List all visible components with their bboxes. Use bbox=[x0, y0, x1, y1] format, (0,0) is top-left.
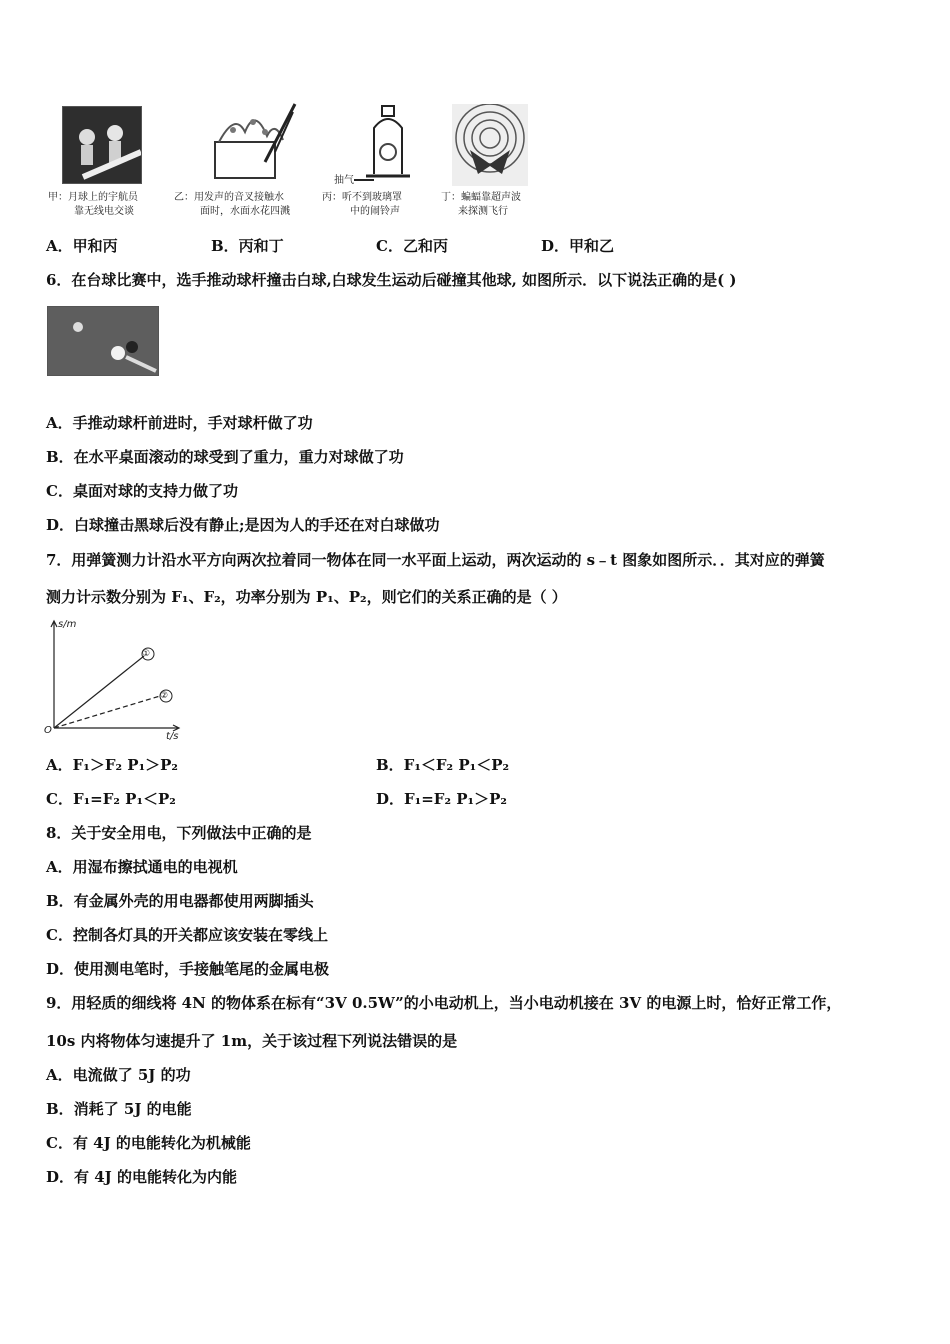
q8-option-d[interactable]: D．使用测电笔时，手接触笔尾的金属电极 bbox=[46, 960, 330, 978]
label-pump-air: 抽气 bbox=[334, 175, 354, 186]
q8-option-c[interactable]: C．控制各灯具的开关都应该安装在零线上 bbox=[46, 926, 328, 944]
figure-bat bbox=[452, 104, 528, 186]
q9-option-d[interactable]: D．有 4J 的电能转化为内能 bbox=[46, 1168, 237, 1186]
graph-line1-label: ① bbox=[142, 649, 151, 659]
q7-stem-line2: 测力计示数分别为 F₁、F₂，功率分别为 P₁、P₂，则它们的关系正确的是（ ） bbox=[46, 588, 567, 606]
figure-tuning-fork bbox=[205, 102, 297, 184]
graph-origin: O bbox=[44, 725, 52, 736]
q8-stem: 8．关于安全用电，下列做法中正确的是 bbox=[46, 824, 312, 842]
q7-stem-line1: 7．用弹簧测力计沿水平方向两次拉着同一物体在同一水平面上运动，两次运动的 s﹣t 图象如图所示．．其对应的弹簧 bbox=[46, 551, 825, 569]
q5-option-d[interactable]: D．甲和乙 bbox=[541, 237, 615, 255]
caption-ding-2: 来探测飞行 bbox=[458, 206, 508, 217]
q9-option-c[interactable]: C．有 4J 的电能转化为机械能 bbox=[46, 1134, 251, 1152]
q6-option-a[interactable]: A．手推动球杆前进时，手对球杆做了功 bbox=[46, 414, 313, 432]
figure-bell-jar bbox=[352, 104, 424, 186]
astronauts-image bbox=[63, 107, 141, 183]
graph-x-label: t/s bbox=[166, 731, 179, 742]
q7-option-c[interactable]: C．F₁=F₂ P₁＜P₂ bbox=[46, 790, 176, 808]
figure-billiards bbox=[47, 306, 159, 376]
graph-line2-label: ② bbox=[160, 691, 169, 701]
line-1 bbox=[54, 656, 144, 728]
tuning-fork-image bbox=[205, 102, 297, 184]
q9-stem-line1: 9．用轻质的细线将 4N 的物体系在标有“3V 0.5W”的小电动机上，当小电动机接在 3V 的电源上时，恰好正常工作， bbox=[46, 994, 842, 1012]
q6-option-b[interactable]: B．在水平桌面滚动的球受到了重力，重力对球做了功 bbox=[46, 448, 404, 466]
caption-jia-1: 甲：月球上的宇航员 bbox=[48, 192, 138, 203]
caption-jia-2: 靠无线电交谈 bbox=[74, 206, 134, 217]
figure-astronauts bbox=[62, 106, 142, 184]
bat-image bbox=[452, 104, 528, 186]
q8-option-a[interactable]: A．用湿布擦拭通电的电视机 bbox=[46, 858, 238, 876]
st-graph-svg bbox=[40, 618, 190, 746]
graph-y-label: s/m bbox=[58, 619, 77, 630]
q8-option-b[interactable]: B．有金属外壳的用电器都使用两脚插头 bbox=[46, 892, 314, 910]
line-2 bbox=[54, 696, 160, 728]
billiards-image bbox=[48, 307, 158, 375]
q6-option-d[interactable]: D．白球撞击黑球后没有静止;是因为人的手还在对白球做功 bbox=[46, 516, 440, 534]
bell-jar-image bbox=[352, 104, 424, 186]
caption-yi-1: 乙：用发声的音叉接触水 bbox=[174, 192, 284, 203]
q6-stem: 6．在台球比赛中，选手推动球杆撞击白球,白球发生运动后碰撞其他球, 如图所示．以下说法正确的是( ) bbox=[46, 271, 737, 289]
caption-yi-2: 面时，水面水花四溅 bbox=[200, 206, 290, 217]
q7-option-b[interactable]: B．F₁＜F₂ P₁＜P₂ bbox=[376, 756, 510, 774]
q5-option-a[interactable]: A．甲和丙 bbox=[46, 237, 118, 255]
q7-option-d[interactable]: D．F₁=F₂ P₁＞P₂ bbox=[376, 790, 507, 808]
q9-option-b[interactable]: B．消耗了 5J 的电能 bbox=[46, 1100, 192, 1118]
q6-option-c[interactable]: C．桌面对球的支持力做了功 bbox=[46, 482, 238, 500]
caption-bing-1: 丙：听不到玻璃罩 bbox=[322, 192, 402, 203]
caption-bing-2: 中的闹铃声 bbox=[350, 206, 400, 217]
q7-option-a[interactable]: A．F₁＞F₂ P₁＞P₂ bbox=[46, 756, 178, 774]
caption-ding-1: 丁：蝙蝠靠超声波 bbox=[441, 192, 521, 203]
q5-option-b[interactable]: B．丙和丁 bbox=[211, 237, 284, 255]
q9-stem-line2: 10s 内将物体匀速提升了 1m，关于该过程下列说法错误的是 bbox=[46, 1032, 458, 1050]
q9-option-a[interactable]: A．电流做了 5J 的功 bbox=[46, 1066, 191, 1084]
q5-option-c[interactable]: C．乙和丙 bbox=[376, 237, 448, 255]
st-graph bbox=[40, 618, 190, 746]
